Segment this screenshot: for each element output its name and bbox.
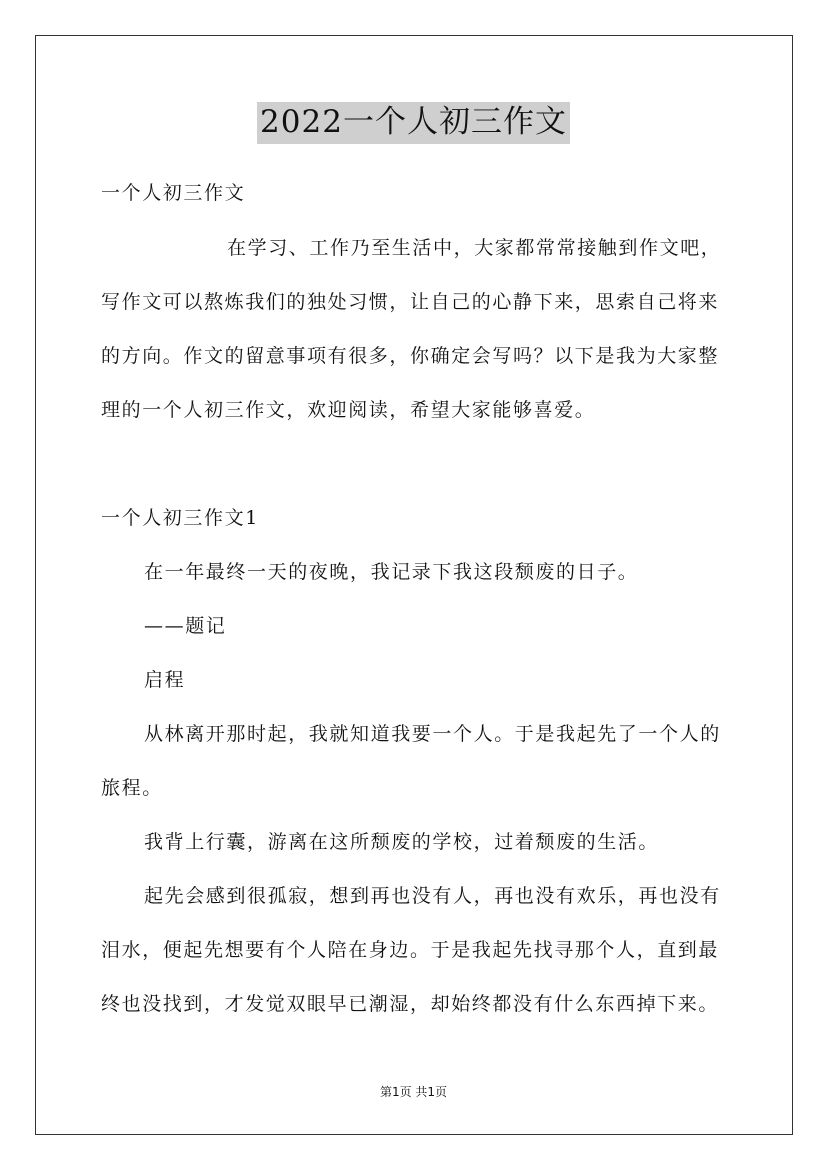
body-line: 我背上行囊，游离在这所颓废的学校，过着颓废的生活。 <box>144 831 660 853</box>
body-line: 启程 <box>144 669 186 691</box>
intro-line: 写作文可以熬炼我们的独处习惯，让自己的心静下来，思索自己将来 <box>101 291 720 313</box>
document-title: 2022一个人初三作文 <box>257 102 570 144</box>
document-subtitle: 一个人初三作文 <box>101 182 246 204</box>
body-line: 泪水，便起先想要有个人陪在身边。于是我起先找寻那个人，直到最 <box>101 939 720 961</box>
body-line: 终也没找到，才发觉双眼早已潮湿，却始终都没有什么东西掉下来。 <box>101 993 720 1015</box>
body-line: 起先会感到很孤寂，想到再也没有人，再也没有欢乐，再也没有 <box>144 885 721 907</box>
body-line: 从林离开那时起，我就知道我要一个人。于是我起先了一个人的 <box>144 723 721 745</box>
page-footer: 第1页 共1页 <box>379 1085 448 1099</box>
body-line: 旅程。 <box>101 777 163 799</box>
intro-line: 的方向。作文的留意事项有很多，你确定会写吗？以下是我为大家整 <box>101 345 720 367</box>
section-heading: 一个人初三作文1 <box>101 507 259 529</box>
intro-line: 在学习、工作乃至生活中，大家都常常接触到作文吧， <box>227 237 722 259</box>
title-container <box>0 102 827 144</box>
body-line: ——题记 <box>144 615 227 637</box>
intro-line: 理的一个人初三作文，欢迎阅读，希望大家能够喜爱。 <box>101 399 596 421</box>
body-line: 在一年最终一天的夜晚，我记录下我这段颓废的日子。 <box>144 561 639 583</box>
